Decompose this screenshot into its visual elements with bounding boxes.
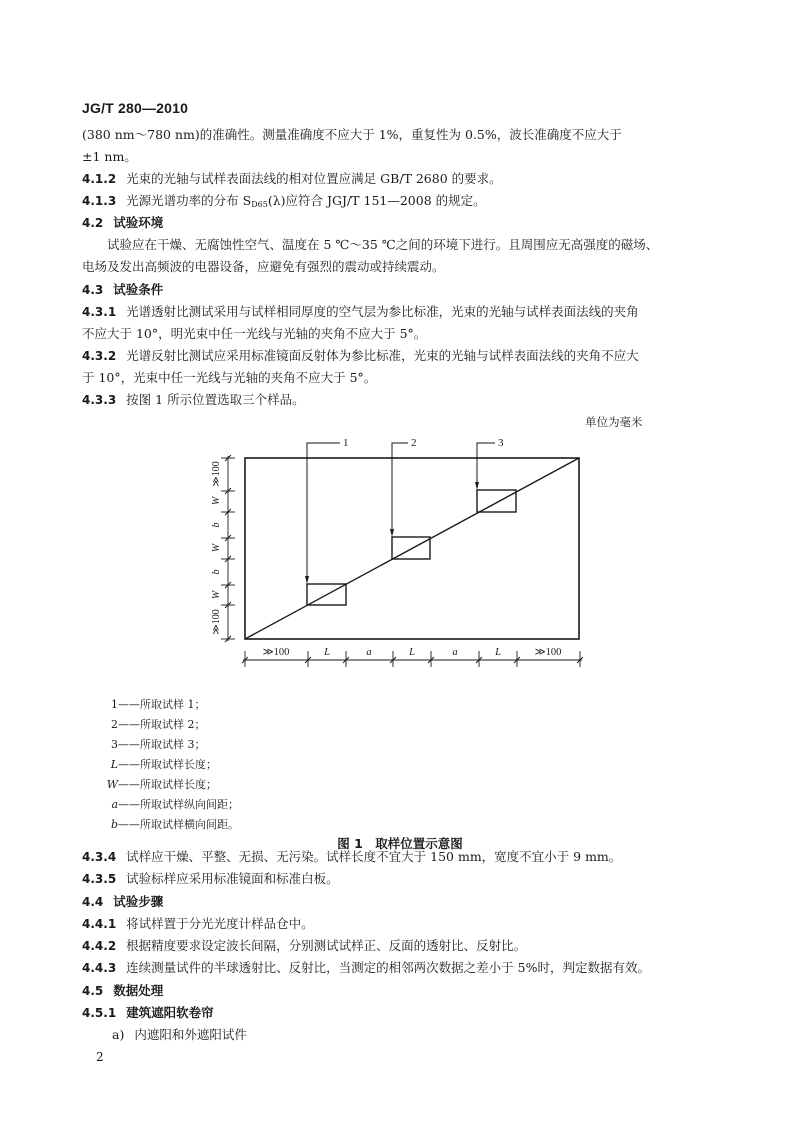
arrowhead-2 [390,529,394,537]
legend-item-W: W——所取试样长度； [106,778,217,791]
paragraph-environment-line1: 试验应在干燥、无腐蚀性空气、温度在 5 ℃～35 ℃之间的环境下进行。且周围应无高强度的磁场、 [107,237,659,252]
legend-item-1: 1——所取试样 1； [111,698,206,711]
list-item-text: 内遮阳和外遮阳试件 [134,1027,247,1042]
dim-left-margin-top: ≫100 [211,461,222,487]
callout-label-3: 3 [498,437,504,449]
section-title: 试验步骤 [113,894,164,909]
clause-text: 连续测量试件的半球透射比、反射比，当测定的相邻两次数据之差小于 5%时，判定数据有效。 [126,960,650,975]
clause-4-4-2 [82,937,526,955]
dim-bottom-L3: L [495,647,501,658]
leader-line-2 [392,443,408,535]
clause-text: 将试样置于分光光度计样品仓中。 [126,916,314,931]
callout-label-2: 2 [411,437,417,449]
list-marker: a) [112,1027,125,1042]
standard-code-header: JG/T 280—2010 [82,100,189,116]
subscript-d65: D65 [251,200,268,209]
clause-number: 4.4.3 [82,961,117,975]
dim-left-W1: W [211,496,222,506]
leader-line-3 [477,443,495,488]
clause-text: 试样应干燥、平整、无损、无污染。试样长度不宜大于 150 mm，宽度不宜小于 9 mm。 [126,849,622,864]
legend-item-a: a——所取试样纵向间距； [111,798,239,811]
leader-line-1 [307,443,340,582]
dim-bottom-margin-left: ≫100 [262,647,290,658]
dim-left-W2: W [211,543,222,553]
clause-text: 根据精度要求设定波长间隔，分别测试试样正、反面的透射比、反射比。 [126,938,527,953]
clause-4-5-1-heading [82,1004,214,1022]
section-number: 4.3 [82,283,104,297]
paragraph-accuracy-line2: ±1 nm。 [82,149,137,164]
sample-box-3 [477,490,516,512]
dim-bottom-L1: L [324,647,330,658]
clause-text: 试验标样应采用标准镜面和标准白板。 [126,871,339,886]
clause-number: 4.3.2 [82,349,117,363]
clause-4-3-1-line2: 不应大于 10°，明光束中任一光线与光轴的夹角不应大于 5°。 [82,326,427,341]
figure-caption: 图 1 取样位置示意图 [337,836,463,851]
page-number: 2 [96,1050,104,1064]
clause-4-3-2-line2: 于 10°，光束中任一光线与光轴的夹角不应大于 5°。 [82,370,377,385]
clause-number: 4.4.2 [82,939,117,953]
diagonal-line [245,458,579,639]
clause-number: 4.5.1 [82,1006,117,1020]
clause-text: 光束的光轴与试样表面法线的相对位置应满足 GB/T 2680 的要求。 [126,171,502,186]
clause-number: 4.3.3 [82,393,117,407]
dim-left-b1: b [211,522,222,528]
section-number: 4.5 [82,984,104,998]
clause-number: 4.4.1 [82,917,117,931]
section-4-5-heading [82,982,163,1000]
clause-number: 4.3.1 [82,305,117,319]
clause-number: 4.3.4 [82,850,117,864]
clause-text: 光谱透射比测试采用与试样相同厚度的空气层为参比标准，光束的光轴与试样表面法线的夹角 [126,304,639,319]
dim-bottom-a2: a [452,647,458,658]
clause-4-3-4 [82,848,621,866]
clause-text: 按图 1 所示位置选取三个样品。 [126,392,305,407]
clause-number: 4.1.3 [82,194,117,208]
clause-title: 建筑遮阳软卷帘 [126,1005,214,1020]
list-item-a [112,1026,247,1044]
arrowhead-3 [475,482,479,490]
clause-text-pre: 光源光谱功率的分布 S [126,193,252,208]
dim-bottom-margin-right: ≫100 [534,647,562,658]
clause-4-4-1 [82,915,314,933]
legend-item-b: b——所取试样横向间距。 [110,818,239,831]
clause-4-4-3 [82,959,650,977]
clause-4-3-5 [82,870,339,888]
section-number: 4.4 [82,895,104,909]
section-number: 4.2 [82,216,104,230]
section-title: 试验条件 [113,282,164,297]
clause-number: 4.1.2 [82,172,117,186]
section-title: 数据处理 [113,983,164,998]
clause-text-post: (λ)应符合 JGJ/T 151—2008 的规定。 [267,193,486,208]
arrowhead-1 [305,576,309,584]
dim-bottom-a1: a [366,647,372,658]
clause-number: 4.3.5 [82,872,117,886]
paragraph-environment-line2: 电场及发出高频波的电器设备，应避免有强烈的震动或持续震动。 [82,259,445,274]
section-title: 试验环境 [113,215,164,230]
legend-item-L: L——所取试样长度； [110,758,217,771]
figure-unit-note: 单位为毫米 [585,415,643,429]
callout-label-1: 1 [343,437,349,449]
dim-bottom-L2: L [409,647,415,658]
clause-text: 光谱反射比测试应采用标准镜面反射体为参比标准，光束的光轴与试样表面法线的夹角不应大 [126,348,639,363]
section-4-4-heading [82,893,163,911]
paragraph-accuracy-line1: (380 nm～780 nm)的准确性。测量准确度不应大于 1%，重复性为 0.5%，波长准确度不应大于 [82,127,622,142]
dim-left-b2: b [211,569,222,575]
dim-left-W3: W [211,590,222,600]
legend-item-3: 3——所取试样 3； [111,738,206,751]
dim-left-margin-bottom: ≫100 [211,609,222,635]
legend-item-2: 2——所取试样 2； [111,718,206,731]
